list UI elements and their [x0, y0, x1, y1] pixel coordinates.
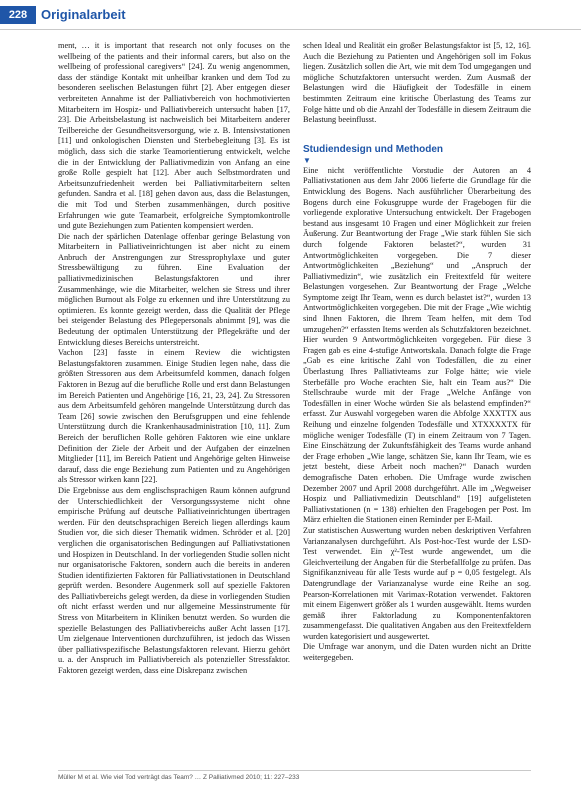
left-paragraph-2: Die nach der spärlichen Datenlage offenbar geringe Belastung von Mitarbeitern in Palliativeinrichtungen ist aber nicht zu einem Anbruch der Anstrengungen zur Stressprophylaxe und guter Stressbewältigung zu führen. Eine Evaluation der palliativmedizinischen Belastungsfaktoren und ihrer Zusammenhänge, wie die Mitarbeiter, welchen sie Stress und ihrer möglichen Burnout als Folge zu erkennen und ihre Unterstützung zu optimieren. Es konnte gezeigt werden, dass die Qualität der Pflege bei steigender Belastung des Pflegepersonals abnimmt [9], was die Bedeutung der optimalen Unterstützung der Pflegekräfte und der Entwicklung dieses Bereichs unterstreicht. — [58, 231, 290, 347]
left-paragraph-1: ment, … it is important that research not only focuses on the wellbeing of the patients and their informal carers, but also on the wellbeing of professional caregivers“ [24]. Zu wenig angenommen, dass der ständige Kontakt mit unheilbar kranken und dem Tod zu besonderen seelischen Belastungen führt [2]. Aber entgegen dieser verbreiteten Annahme ist der Palliativbereich von hochmotivierten Mitarbeitern im Hospiz- und Palliativbereich untersucht haben [17, 23]. Die Arbeitsbelastung ist nachweislich bei Mitarbeitern anderer Teilbereiche der Gesundheitsversorgung, wie z. B. Intensivstationen [11] und onkologischen Diensten und Sterbebegleitung [3]. Es ist möglich, dass sich die starke Teamorientierung entwickelt, welche die in der Entwicklung der Palliativmedizin von Anfang an eine große Rolle gespielt hat [12]. Aber auch Selbstmordraten und Arbeitsunzufriedenheit werden bei Palliativmitarbeitern selten gefunden. Sandra et al. [18] gehen davon aus, dass die Belastungen, die mit Tod und Sterben zusammenhängen, durch positive Erfahrungen wie gute Teamarbeit, erfolgreiche Symptomkontrolle und gute Beziehungen zum Patienten kompensiert werden. — [58, 41, 290, 231]
right-paragraph-methods-1: Eine nicht veröffentlichte Vorstudie der Autoren an 4 Palliativstationen aus dem Jahr 2006 lieferte die Grundlage für die Entwicklung des Bogens. Nach ausführlicher Überarbeitung des Bogens durch eine Fokusgruppe wurde der Fragebogen für die vorliegende explorative Untersuchung entwickelt. Der Fragebogen bestand aus insgesamt 10 Fragen und einer Möglichkeit zur freien Äußerung. Zur Beantwortung der Frage „Wie stark fühlen Sie sich durch folgende Faktoren belastet?“, wurden 31 Antwortmöglichkeiten vorgegeben. Die 7 dieser Antwortmöglichkeiten „Beziehung“ und „Anspruch der Palliativmedizin“, wie zusätzlich ein Freitextfeld für weitere Belastungen vorgesehen. Zur Beantwortung der Frage „Welche Symptome zeigt Ihr Team, wenn es durch belastet ist?“, wurden 13 Antwortmöglichkeiten vorgegeben. Die mit der Frage „Wie wichtig sind Ihnen Faktoren, die Ihrem Team helfen, mit dem Tod umzugehen?“ erfassten Items werden als Schutzfaktoren bezeichnet. Hier wurden 9 Antwortmöglichkeiten vorgegeben. Für diese 3 Fragen gab es eine 4-stufige Antwortskala. Danach folgte die Frage „Gab es eine kritische Zahl von Todesfällen, die zu einer Überlastung Ihres Palliativteams zur Folge hätte; wie viele Sterbefälle pro Woche erachten Sie, halt ein Team aus?“ Die Stellschraube wurde mit der Frage „Welche Anfänge von Todesfällen in einer Woche würden Sie als belastend empfinden?“ erfasst. Zur Auswahl vorgegeben waren die Abfolge XXXTTX aus Reihung und einzelne folgenden Todesfälle und XTXXXXTX für mögliche weniger Todesfälle (T) in einem Zeitraum von 7 Tagen. Eine Einschätzung der Zukunftsfähigkeit des Teams wurde anhand der Frage erhoben „Wie lange, schätzen Sie, kann Ihr Team, wie es jetzt besteht, diese Arbeit noch machen?“ Danach wurden demografische Daten erhoben. Die Umfrage wurde zwischen Dezember 2007 und April 2008 durchgeführt. Alle im „Wegweiser Hospiz und Palliativmedizin Deutschland“ [19] aufgelisteten Palliativstationen (n = 138) erhielten den Fragebogen per Post. Im März erhielten die Stationen einen Reminder per E-Mail. — [303, 165, 531, 525]
footer-citation: Müller M et al. Wie viel Tod verträgt das Team? … Z Palliativmed 2010; 11: 227–233 — [58, 774, 300, 781]
right-paragraph-intro: schen Ideal und Realität ein großer Belastungsfaktor ist [5, 12, 16]. Auch die Beziehung zu Patienten und Angehörigen soll im Fokus liegen. Zusätzlich sollen die Art, wie mit dem Tod umgegangen und mögliche Schutzfaktoren untersucht werden. Zum Ausmaß der Belastungen wird die Häufigkeit der Todesfälle in einem bestimmten Zeitraum eine kritische Überlastung des Teams zur Folge hätte und ob die Anzahl der Todesfälle in diesem Zeitraum die Belastung beeinflusst. — [303, 41, 531, 125]
page-header — [0, 0, 581, 30]
left-paragraph-3: Vachon [23] fasste in einem Review die wichtigsten Belastungsfaktoren zusammen. Einige Studien legen nahe, dass die größten Stressoren aus dem Arbeitsumfeld kommen, danach folgen Faktoren in Bezug auf die berufliche Rolle und erst dann Belastungen im Bereich Patienten und Angehörige [16, 21, 23, 24]. Zu Stressoren aus dem Arbeitsumfeld gehören mangelnde Unterstützung durch das Team [26] sowie zwischen den Berufsgruppen und eine fehlende Unterstützung durch die Krankenhausadministration [10, 11]. Zum Bereich der beruflichen Rolle gehören Faktoren wie eine unklare Definition der Ziele der Arbeit und der Aufgaben der einzelnen Mitglieder [11], im Bereich Patient und Angehörige gelten Hinweise darauf, dass die enge Beziehung zum Patienten und zu Angehörigen als Stressor wirken kann [22]. — [58, 348, 290, 485]
page-number: 228 — [0, 6, 36, 24]
footer-divider — [58, 770, 531, 771]
left-column — [58, 41, 290, 677]
triangle-marker-icon: ▼ — [303, 155, 311, 165]
section-label: Originalarbeit — [41, 7, 126, 22]
right-column — [303, 41, 531, 664]
section-heading-methods: Studiendesign und Methoden — [303, 143, 443, 155]
right-paragraph-methods-3: Die Umfrage war anonym, und die Daten wurden nicht an Dritte weitergegeben. — [303, 642, 531, 663]
left-paragraph-4: Die Ergebnisse aus dem englischsprachigen Raum können aufgrund der Unterschiedlichkeit der Versorgungssysteme nicht ohne empirische Prüfung auf deutsche Palliativeinrichtungen übertragen werden. Für den deutschsprachigen Bereich liegen allerdings kaum Studien vor, die sich dieser Thematik widmen. Schröder et al. [20] verglichen die organisatorischen Bedingungen auf Palliativstationen und Hospizen in Deutschland. In der vorliegenden Studie sollen nicht nur organisatorische Faktoren, sondern auch die bereits in anderen Studien identifizierten Faktoren für Palliativstationen in Deutschland geprüft werden. Besondere Augenmerk soll auf spezielle Faktoren des Palliativbereichs gelegt werden, da diese in vorliegenden Studien oft nicht erfasst werden und nur allgemeine Messinstrumente für Stress von Mitarbeitern in Kliniken benutzt werden. So wurden die spezielle Belastungen des Palliativbereichs außer Acht lassen [17]. Um zielgenaue Interventionen durchzuführen, ist jedoch das Wissen über palliativspezifische Belastungsfaktoren relevant. Hierzu gehört u. a. der Anspruch im Palliativbereich als potenzieller Stressfaktor. Faktoren gezeigt werden, dass eine Diskrepanz zwischen — [58, 485, 290, 676]
header-divider — [0, 29, 581, 30]
right-paragraph-methods-2: Zur statistischen Auswertung wurden neben deskriptiven Verfahren Varianzanalysen durchgeführt. Als Post-hoc-Test wurde der LSD-Test verwendet. Ein χ²-Test wurde angewendet, um die Gleichverteilung der Angaben für die Sterbefallfolge zu prüfen. Das Signifikanzniveau für alle Tests wurde auf p = 0,05 festgelegt. Als Datengrundlage der Varianzanalyse wurde eine Reihe an sog. Pearson-Korrelationen mit Varimax-Rotation verwendet. Faktoren mit einem Eigenwert größer als 1 wurden ausgewählt. Items wurden gemäß ihrer Faktorladung zu Komponentenfaktoren zusammengefasst. Die qualitativen Angaben aus den Freitextfeldern wurden kategorisiert und ausgewertet. — [303, 525, 531, 641]
